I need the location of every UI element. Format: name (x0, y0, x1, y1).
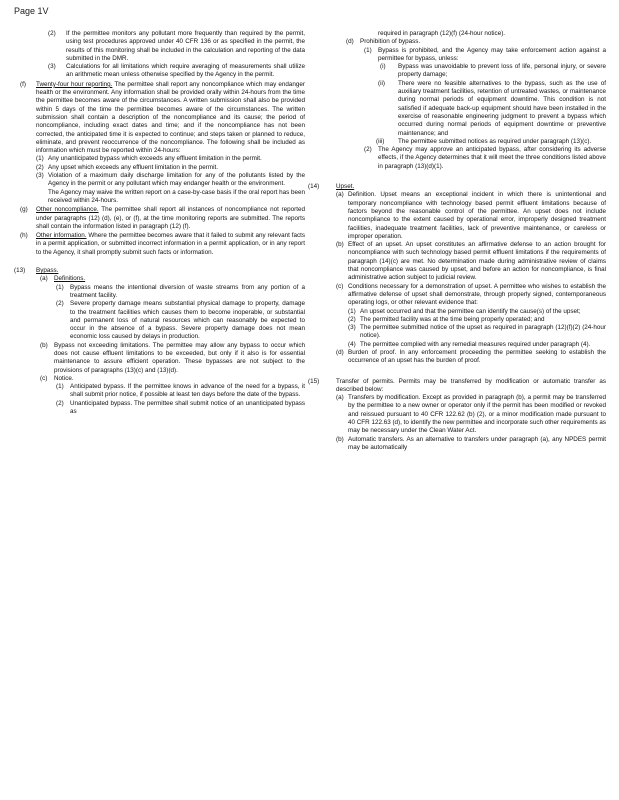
clause-14c-1: (1) An upset occurred and that the permittee can identify the cause(s) of the upset; (348, 307, 581, 315)
clause-12f: (f) Twenty-four hour reporting. The permittee shall report any noncompliance which may endanger health or the environment. Any information shall be provided orally within 24-hours from the time the permittee becomes aware of the circumstances. A written submission shall also be provided within 5 days of the time the permittee becomes aware of the circumstances. The written submission shall contain a description of the noncompliance and its cause; the period of noncompliance, including exact dates and time; and if the noncompliance has not been corrected, the anticipated time it is expected to continue; and steps taken or planned to reduce, eliminate, and prevent reoccurrence of the noncompliance. The following shall be included as information which must be reported within 24-hours: (20, 80, 305, 155)
left-column (14, 30, 306, 416)
clause-13d-2: (2) The Agency may approve an anticipated bypass, after considering its adverse effects, if the Agency determines that it will meet the three conditions listed above in paragraph (13)(d)(1). (364, 146, 606, 170)
clause-12f-3: (3) Violation of a maximum daily discharge limitation for any of the pollutants listed by the Agency in the permit or any pollutant which may endanger health or the environment. (36, 172, 305, 188)
clause-13d-1-ii: (ii) There were no feasible alternatives to the bypass, such as the use of auxiliary treatment facilities, retention of untreated wastes, or maintenance during normal periods of equipment downtime. This condition is not satisfied if adequate back-up equipment should have been installed in the exercise of reasonable engineering judgment to prevent a bypass which occurred during normal periods of equipment downtime or preventive maintenance; and (378, 79, 606, 137)
section-15: (15) Transfer of permits. Permits may be transferred by modification or automatic transfer as described below: (308, 377, 606, 393)
clause-12e-2: (2) If the permittee monitors any pollutant more frequently than required by the permit, using test procedures approved under 40 CFR 136 or as specified in the permit, the results of this monitoring shall be included in the calculation and reporting of the data submitted in the DMR. (48, 30, 305, 62)
clause-13b: (b) Bypass not exceeding limitations. The permittee may allow any bypass to occur which does not cause effluent limitations to be exceeded, but only if it also is for essential maintenance to assure efficient operation. These bypasses are not subject to the provisions of paragraphs (13)(c) and (13)(d). (40, 341, 305, 374)
clause-13c: (c) Notice. (40, 374, 74, 382)
clause-14c-2: (2) The permitted facility was at the time being properly operated; and (348, 315, 545, 323)
clause-13d-1-i: (i) Bypass was unavoidable to prevent loss of life, personal injury, or severe property damage; (380, 63, 606, 79)
section-13-heading: (13) Bypass. (14, 267, 59, 275)
clause-12f-waiver: The Agency may waive the written report on a case-by-case basis if the oral report has been received within 24-hours. (48, 188, 305, 204)
clause-14a: (a) Definition. Upset means an exceptional incident in which there is unintentional and temporary noncompliance with technology based permit effluent limitations because of factors beyond the reasonable control of the permittee. An upset does not include noncompliance to the extent caused by operational error, improperly designed treatment facilities, inadequate treatment facilities, lack of preventive maintenance, or careless or improper operation. (336, 191, 606, 240)
clause-13a-2: (2) Severe property damage means substantial physical damage to property, damage to the treatment facilities which causes them to become inoperable, or substantial and permanent loss of natural resources which can reasonably be expected to occur in the absence of a bypass. Severe property damage does not mean economic loss caused by delays in production. (56, 300, 305, 341)
clause-13d: (d) Prohibition of bypass. (346, 38, 421, 46)
clause-12g: (g) Other noncompliance. The permittee shall report all instances of noncompliance not reported under paragraphs (12) (d), (e), or (f), at the time monitoring reports are submitted. The reports shall contain the information listed in paragraph (12) (f). (20, 206, 306, 230)
clause-12f-2: (2) Any upset which exceeds any effluent limitation in the permit. (36, 163, 218, 171)
clause-14b: (b) Effect of an upset. An upset constitutes an affirmative defense to an action brought for noncompliance with such technology based permit effluent limitations if the requirements of paragraph (14)(c) are met. No determination made during administrative review of claims that noncompliance was caused by upset, and before an action for noncompliance, is final administrative action subject to judicial review. (336, 241, 606, 282)
clause-13a: (a) Definitions. (40, 275, 86, 283)
clause-13c-1: (1) Anticipated bypass. If the permittee knows in advance of the need for a bypass, it shall submit prior notice, if possible at least ten days before the date of the bypass. (56, 383, 305, 399)
clause-15a: (a) Transfers by modification. Except as provided in paragraph (b), a permit may be transferred by the permittee to a new owner or operator only if the permit has been modified or revoked and reissued pursuant to 40 CFR 122.62 (b) (2), or a minor modification made pursuant to 40 CFR 122.63 (d), to identify the new permittee and incorporate such other requirements as may be necessary under the Clean Water Act. (336, 394, 606, 435)
section-14-heading: (14) Upset. (308, 183, 355, 191)
clause-14d: (d) Burden of proof. In any enforcement proceeding the permittee seeking to establish the occurrence of an upset has the burden of proof. (336, 348, 606, 365)
clause-12h: (h) Other information. Where the permittee becomes aware that it failed to submit any relevant facts in a permit application, or submitted incorrect information in a permit application, or in any report to the Agency, it shall promptly submit such facts or information. (20, 232, 305, 256)
clause-15b: (b) Automatic transfers. As an alternative to transfers under paragraph (a), any NPDES permit may be automatically (336, 435, 606, 451)
clause-13d-1-iii: (iii) The permittee submitted notices as required under paragraph (13)(c). (376, 137, 592, 145)
clause-13c-2: (2) Unanticipated bypass. The permittee shall submit notice of an unanticipated bypass as (56, 399, 305, 416)
clause-13d-1: (1) Bypass is prohibited, and the Agency may take enforcement action against a permittee for bypass, unless: (364, 46, 606, 62)
right-column (308, 30, 606, 452)
clause-13a-1: (1) Bypass means the intentional diversion of waste streams from any portion of a treatment facility. (56, 283, 305, 299)
page-number: Page 1V (14, 6, 49, 16)
clause-12f-1: (1) Any unanticipated bypass which exceeds any effluent limitation in the permit. (36, 155, 262, 163)
clause-14c-4: (4) The permittee complied with any remedial measures required under paragraph (4). (348, 340, 591, 348)
clause-13c-2-continued: required in paragraph (12)(f) (24-hour notice). (378, 30, 506, 37)
clause-14c: (c) Conditions necessary for a demonstration of upset. A permittee who wishes to establish the affirmative defense of upset shall demonstrate, through properly signed, contemporaneous operating logs, or other relevant evidence that: (336, 282, 606, 307)
clause-12e-3: (3) Calculations for all limitations which require averaging of measurements shall utilize an arithmetic mean unless otherwise specified by the Agency in the permit. (48, 63, 305, 79)
clause-14c-3: (3) The permittee submitted notice of the upset as required in paragraph (12)(f)(2) (24-hour notice). (348, 324, 606, 340)
